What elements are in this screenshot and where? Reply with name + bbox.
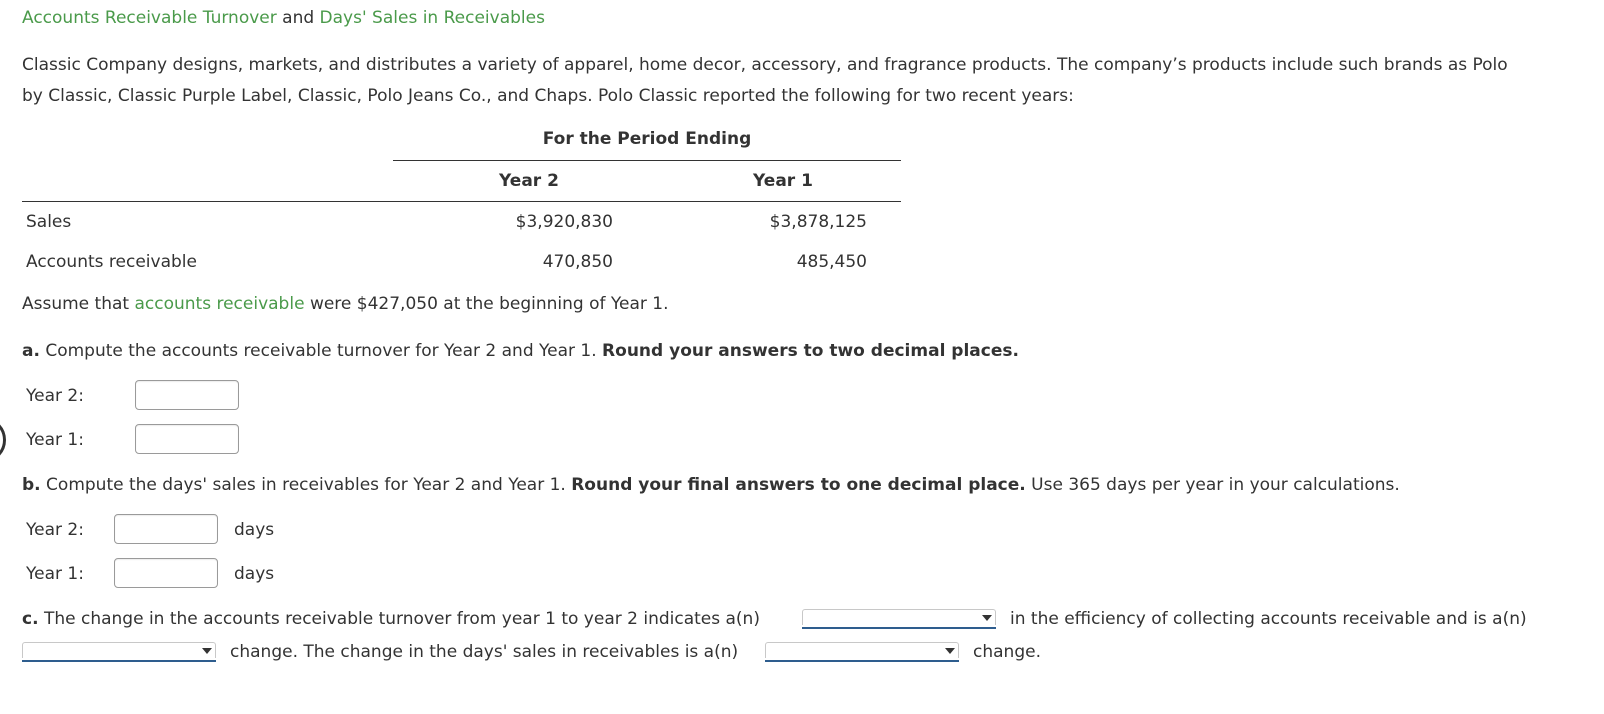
title-and: and [282,8,315,28]
part-b-year1-label: Year 1: [26,564,84,584]
part-c-line1 [22,609,760,629]
part-b-text: Compute the days' sales in receivables for Year 2 and Year 1. [46,475,566,495]
part-c-text1: The change in the accounts receivable turnover from year 1 to year 2 indicates a(n) [43,609,760,629]
part-a-year2-label: Year 2: [26,386,84,406]
part-b-year2-label: Year 2: [26,520,84,540]
part-a-year2-input[interactable] [135,380,239,410]
title-link-ar-turnover[interactable]: Accounts Receivable Turnover [22,8,277,28]
accounts-receivable-link[interactable]: accounts receivable [134,294,305,314]
part-a-year1-input[interactable] [135,424,239,454]
chevron-down-icon [945,648,955,654]
part-c-select-change-type[interactable] [22,642,216,662]
part-c-letter: c. [22,609,39,629]
table-row-label: Sales [26,212,72,232]
part-c-text4: change. [973,642,1041,662]
part-b-letter: b. [22,475,41,495]
part-b-after: Use 365 days per year in your calculations. [1031,475,1400,495]
assume-before: Assume that [22,294,130,314]
part-c-text2: in the efficiency of collecting accounts receivable and is a(n) [1010,609,1527,629]
part-a-bold: Round your answers to two decimal places. [602,341,1019,361]
part-b-prompt [22,475,1400,495]
part-c-select-days-change[interactable] [765,642,959,662]
table-header-rule [393,160,901,161]
part-a-year1-label: Year 1: [26,430,84,450]
page-title [22,8,545,28]
part-b-year2-unit: days [234,520,275,540]
table-cell-year1: $3,878,125 [769,212,867,232]
part-c-select-efficiency[interactable] [802,609,996,629]
title-link-days-sales[interactable]: Days' Sales in Receivables [319,8,545,28]
chevron-down-icon [982,615,992,621]
part-b-bold: Round your final answers to one decimal place. [571,475,1026,495]
table-row-label: Accounts receivable [26,252,197,272]
intro-line-1: Classic Company designs, markets, and distributes a variety of apparel, home decor, accessory, and fragrance products. The company’s products include such brands as Polo [22,55,1508,75]
part-b-year1-unit: days [234,564,275,584]
part-b-year2-input[interactable] [114,514,218,544]
table-col-year2: Year 2 [499,171,559,191]
chevron-down-icon [202,648,212,654]
table-group-header: For the Period Ending [542,129,752,149]
part-a-text: Compute the accounts receivable turnover for Year 2 and Year 1. [45,341,597,361]
table-body-rule [22,201,901,202]
assume-sentence [22,294,669,314]
part-b-year1-input[interactable] [114,558,218,588]
part-c-text3: change. The change in the days' sales in receivables is a(n) [230,642,739,662]
intro-line-2: by Classic, Classic Purple Label, Classic, Polo Jeans Co., and Chaps. Polo Classic reported the following for two recent years: [22,86,1074,106]
cursor-indicator [0,417,6,463]
part-a-prompt [22,341,1019,361]
assume-after: were $427,050 at the beginning of Year 1. [309,294,669,314]
table-cell-year1: 485,450 [796,252,867,272]
table-cell-year2: 470,850 [542,252,613,272]
part-a-letter: a. [22,341,40,361]
table-cell-year2: $3,920,830 [515,212,613,232]
table-col-year1: Year 1 [753,171,813,191]
